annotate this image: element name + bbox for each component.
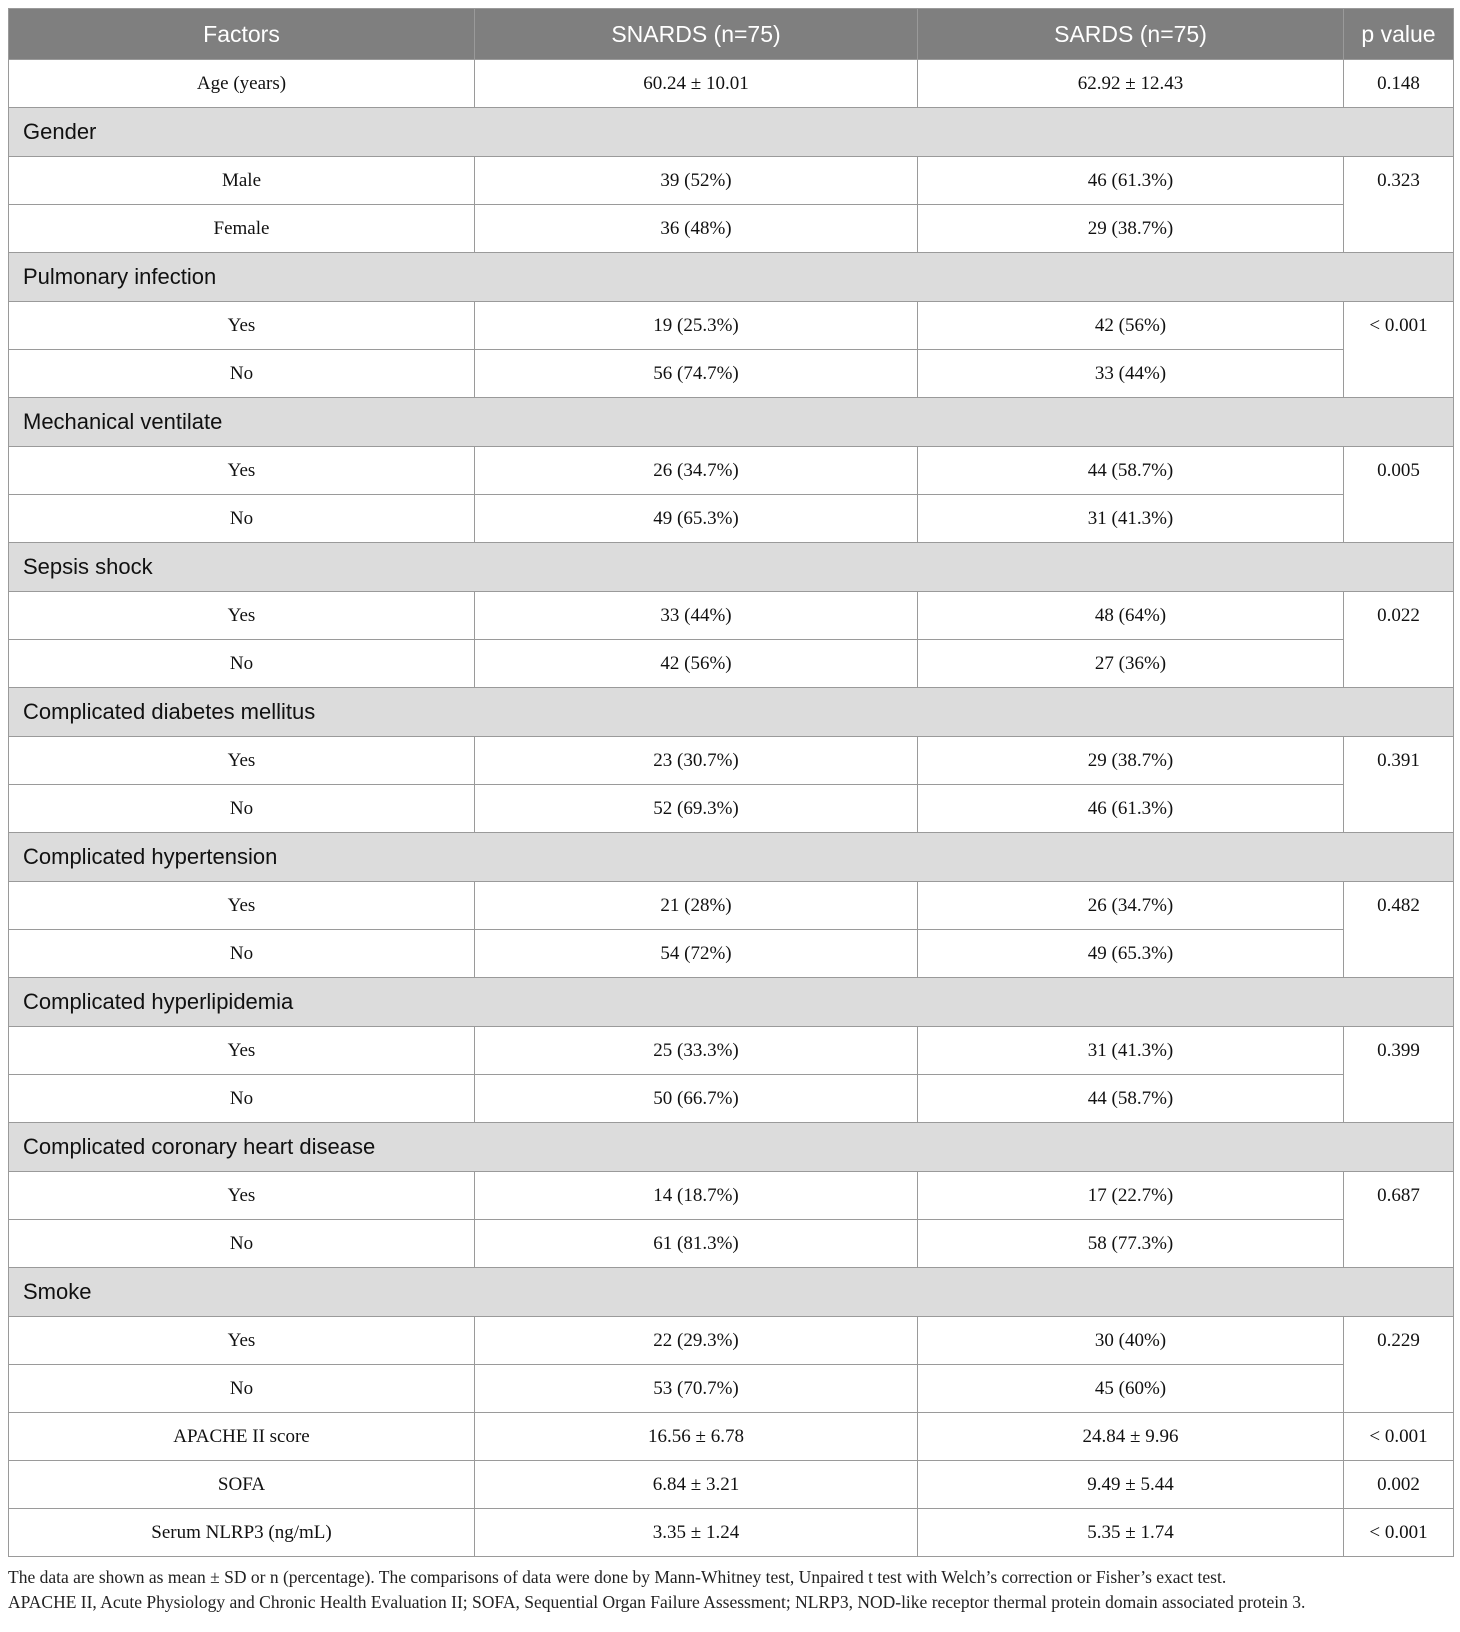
snards-value: 53 (70.7%) (475, 1365, 918, 1413)
category-title: Smoke (9, 1268, 1454, 1317)
table-row (9, 1413, 1454, 1461)
table-row (9, 1220, 1454, 1268)
row-label: Yes (9, 1172, 475, 1220)
header-row (9, 9, 1454, 60)
category-title: Complicated coronary heart disease (9, 1123, 1454, 1172)
sards-value: 29 (38.7%) (918, 205, 1344, 253)
row-label: No (9, 350, 475, 398)
category-row (9, 1268, 1454, 1317)
table-row (9, 1365, 1454, 1413)
table-row (9, 1509, 1454, 1557)
sards-value: 30 (40%) (918, 1317, 1344, 1365)
row-label: No (9, 930, 475, 978)
sards-value: 27 (36%) (918, 640, 1344, 688)
sards-value: 31 (41.3%) (918, 1027, 1344, 1075)
p-value: 0.482 (1344, 882, 1454, 978)
header-snards: SNARDS (n=75) (475, 9, 918, 60)
row-label: Yes (9, 302, 475, 350)
sards-value: 31 (41.3%) (918, 495, 1344, 543)
category-row (9, 833, 1454, 882)
table-row (9, 350, 1454, 398)
row-label: Yes (9, 1027, 475, 1075)
snards-value: 39 (52%) (475, 157, 918, 205)
table-row (9, 592, 1454, 640)
row-label: No (9, 785, 475, 833)
category-row (9, 543, 1454, 592)
row-label: Yes (9, 737, 475, 785)
table-row (9, 1027, 1454, 1075)
header-sards: SARDS (n=75) (918, 9, 1344, 60)
sards-value: 9.49 ± 5.44 (918, 1461, 1344, 1509)
table-row (9, 495, 1454, 543)
sards-value: 58 (77.3%) (918, 1220, 1344, 1268)
snards-value: 21 (28%) (475, 882, 918, 930)
row-label: Age (years) (9, 60, 475, 108)
table-row (9, 205, 1454, 253)
sards-value: 17 (22.7%) (918, 1172, 1344, 1220)
category-row (9, 688, 1454, 737)
table-row (9, 1075, 1454, 1123)
p-value: < 0.001 (1344, 302, 1454, 398)
row-label: Yes (9, 592, 475, 640)
row-label: Yes (9, 1317, 475, 1365)
snards-value: 50 (66.7%) (475, 1075, 918, 1123)
snards-value: 19 (25.3%) (475, 302, 918, 350)
category-title: Gender (9, 108, 1454, 157)
snards-value: 56 (74.7%) (475, 350, 918, 398)
table-row (9, 60, 1454, 108)
category-title: Sepsis shock (9, 543, 1454, 592)
table-row (9, 882, 1454, 930)
p-value: < 0.001 (1344, 1413, 1454, 1461)
p-value: 0.022 (1344, 592, 1454, 688)
sards-value: 42 (56%) (918, 302, 1344, 350)
snards-value: 3.35 ± 1.24 (475, 1509, 918, 1557)
footnote-line: APACHE II, Acute Physiology and Chronic Health Evaluation II; SOFA, Sequential Organ Failure Assessment; NLRP3, NOD-like receptor thermal protein domain associated protein 3. (8, 1592, 1306, 1612)
snards-value: 6.84 ± 3.21 (475, 1461, 918, 1509)
sards-value: 24.84 ± 9.96 (918, 1413, 1344, 1461)
snards-value: 54 (72%) (475, 930, 918, 978)
snards-value: 42 (56%) (475, 640, 918, 688)
p-value: 0.687 (1344, 1172, 1454, 1268)
p-value: 0.002 (1344, 1461, 1454, 1509)
snards-value: 33 (44%) (475, 592, 918, 640)
category-title: Complicated diabetes mellitus (9, 688, 1454, 737)
snards-value: 25 (33.3%) (475, 1027, 918, 1075)
table-row (9, 930, 1454, 978)
p-value: 0.391 (1344, 737, 1454, 833)
table-row (9, 302, 1454, 350)
table-row (9, 1317, 1454, 1365)
category-row (9, 398, 1454, 447)
snards-value: 14 (18.7%) (475, 1172, 918, 1220)
sards-value: 62.92 ± 12.43 (918, 60, 1344, 108)
sards-value: 26 (34.7%) (918, 882, 1344, 930)
category-row (9, 978, 1454, 1027)
sards-value: 44 (58.7%) (918, 1075, 1344, 1123)
snards-value: 26 (34.7%) (475, 447, 918, 495)
snards-value: 60.24 ± 10.01 (475, 60, 918, 108)
category-row (9, 108, 1454, 157)
table-row (9, 737, 1454, 785)
table-row (9, 447, 1454, 495)
p-value: 0.229 (1344, 1317, 1454, 1413)
row-label: APACHE II score (9, 1413, 475, 1461)
snards-value: 61 (81.3%) (475, 1220, 918, 1268)
p-value: < 0.001 (1344, 1509, 1454, 1557)
row-label: Yes (9, 882, 475, 930)
sards-value: 5.35 ± 1.74 (918, 1509, 1344, 1557)
p-value: 0.399 (1344, 1027, 1454, 1123)
sards-value: 45 (60%) (918, 1365, 1344, 1413)
row-label: No (9, 1220, 475, 1268)
category-row (9, 253, 1454, 302)
sards-value: 49 (65.3%) (918, 930, 1344, 978)
row-label: No (9, 640, 475, 688)
snards-value: 22 (29.3%) (475, 1317, 918, 1365)
row-label: Serum NLRP3 (ng/mL) (9, 1509, 475, 1557)
snards-value: 16.56 ± 6.78 (475, 1413, 918, 1461)
p-value: 0.323 (1344, 157, 1454, 253)
table-row (9, 1172, 1454, 1220)
row-label: No (9, 495, 475, 543)
sards-value: 29 (38.7%) (918, 737, 1344, 785)
header-factors: Factors (9, 9, 475, 60)
sards-value: 48 (64%) (918, 592, 1344, 640)
p-value: 0.148 (1344, 60, 1454, 108)
row-label: No (9, 1075, 475, 1123)
footnote-line: The data are shown as mean ± SD or n (percentage). The comparisons of data were done by Mann-Whitney test, Unpaired t test with Welch’s correction or Fisher’s exact test. (8, 1567, 1227, 1587)
snards-value: 36 (48%) (475, 205, 918, 253)
table-row (9, 1461, 1454, 1509)
table-row (9, 640, 1454, 688)
table-container (8, 8, 1453, 1615)
sards-value: 44 (58.7%) (918, 447, 1344, 495)
row-label: Female (9, 205, 475, 253)
snards-value: 52 (69.3%) (475, 785, 918, 833)
snards-value: 23 (30.7%) (475, 737, 918, 785)
row-label: SOFA (9, 1461, 475, 1509)
sards-value: 46 (61.3%) (918, 157, 1344, 205)
sards-value: 46 (61.3%) (918, 785, 1344, 833)
characteristics-table (8, 8, 1454, 1557)
category-title: Complicated hypertension (9, 833, 1454, 882)
table-row (9, 157, 1454, 205)
header-p-value: p value (1344, 9, 1454, 60)
category-title: Mechanical ventilate (9, 398, 1454, 447)
row-label: Yes (9, 447, 475, 495)
category-title: Pulmonary infection (9, 253, 1454, 302)
table-footnote (8, 1565, 1453, 1615)
row-label: No (9, 1365, 475, 1413)
row-label: Male (9, 157, 475, 205)
table-body (9, 60, 1454, 1557)
table-row (9, 785, 1454, 833)
category-row (9, 1123, 1454, 1172)
snards-value: 49 (65.3%) (475, 495, 918, 543)
p-value: 0.005 (1344, 447, 1454, 543)
category-title: Complicated hyperlipidemia (9, 978, 1454, 1027)
sards-value: 33 (44%) (918, 350, 1344, 398)
